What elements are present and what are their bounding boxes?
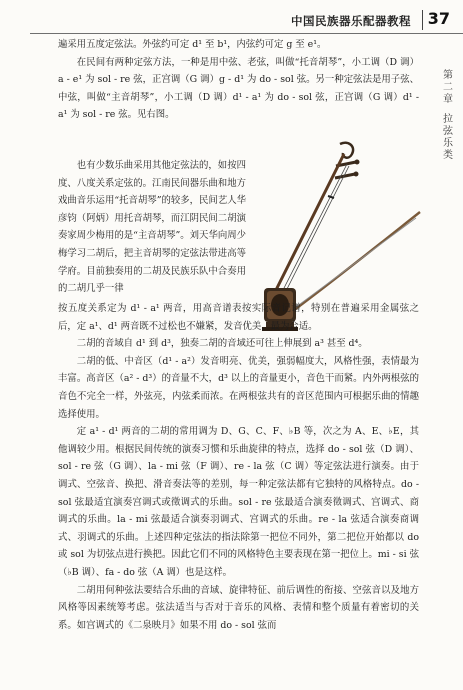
- chapter-char: 章: [443, 94, 453, 105]
- header-separator: [422, 10, 423, 30]
- paragraph-5: 二胡的低、中音区（d¹ - a²）发音明亮、优美，强弱幅度大，风格性强，表情最为丰富。高音区（a² - d³）的音量不大，d³ 以上的音量更小，音色干而紧。内外两根弦的音色不完全一样，外弦亮，内弦柔而浓。在两根弦共有的音区范围内可根据乐曲的情趣选择使用。: [58, 355, 419, 420]
- section-char: 类: [443, 150, 453, 161]
- book-title: 中国民族器乐配器教程: [291, 14, 411, 28]
- section-char: 弦: [443, 126, 453, 137]
- paragraph-2: 在民间有两种定弦方法，一种是用中弦、老弦，叫做“托音胡琴”，小工调（D 调）a - e¹ 为 sol - re 弦，正宫调（G 调）g - d¹ 为 do - sol 弦。另一种定弦法是用子弦、中弦，叫做“主音胡琴”，小工调（D 调）d¹ - a¹ 为 do - sol 弦，正宫调（G 调）d¹ - a¹ 为 sol - re 弦。见右图。: [58, 56, 419, 121]
- paragraph-1: 遍采用五度定弦法。外弦约可定 d¹ 至 b¹，内弦约可定 g 至 e¹。: [58, 39, 327, 50]
- chapter-char: 第: [443, 70, 453, 81]
- page-number: 37: [427, 9, 450, 28]
- section-char: 拉: [443, 114, 453, 125]
- header-rule: [30, 33, 463, 34]
- text-block-top: [58, 36, 419, 124]
- page-header: [0, 0, 463, 40]
- text-block-bottom: [58, 300, 419, 634]
- chapter-side-tab: [433, 70, 463, 162]
- section-char: 乐: [443, 138, 453, 149]
- paragraph-3-continued: 按五度关系定为 d¹ - a¹ 两音，用高音谱表按实际音记谱，特别在普遍采用金属弦之后，定 a¹、d¹ 两音既不过松也不嫌紧，发音优美，最为合适。: [58, 303, 419, 332]
- chapter-char: 二: [443, 82, 453, 93]
- paragraph-6: 定 a¹ - d¹ 两音的二胡的常用调为 D、G、C、F、♭B 等，次之为 A、E、♭E，其他调较少用。根据民间传统的演奏习惯和乐曲旋律的特点，选择 do - sol 弦（D 调）、sol - re 弦（G 调）、la - mi 弦（F 调）、re - la 弦（C 调）等定弦法进行演奏。由于调式、空弦音、换把、滑音奏法等的差别，每一种定弦法都有它独特的风格特点。do - sol 弦最适宜演奏宫调式或徵调式的乐曲。sol - re 弦最适合演奏徵调式、宫调式、商调式的乐曲。la - mi 弦最适合演奏羽调式、宫调式的乐曲。re - la 弦适合演奏商调式、羽调式的乐曲。上述四种定弦法的指法除第一把位不同外，第二把位开始都以 do 或 sol 为切弦点进行换把。因此它们不同的风格特色主要表现在第一把位上。mi - si 弦（♭B 调）、fa - do 弦（A 调）也是这样。: [58, 426, 419, 578]
- wrapped-paragraph: [58, 157, 246, 298]
- paragraph-3-wrapped: 也有少数乐曲采用其他定弦法的，如按四度、八度关系定弦的。江南民间器乐曲和地方戏曲音乐运用“托音胡琴”的较多，民间艺人华彦钧（阿炳）用托音胡琴，而江阴民间二胡演奏家周少梅用的是“主音胡琴”。刘天华向周少梅学习二胡后，把主音胡琴的定弦法带进高等学府。目前独奏用的二胡及民族乐队中合奏用的二胡几乎一律: [58, 160, 246, 295]
- paragraph-4: 二胡的音域自 d¹ 到 d³，独奏二胡的音域还可往上伸展到 a³ 甚至 d⁴。: [76, 338, 368, 350]
- paragraph-7: 二胡用何种弦法要结合乐曲的音域、旋律特征、前后调性的衔接、空弦音以及地方风格等因素统筹考虑。弦法适当与否对于音乐的风格、表情和整个质量有着密切的关系。如宫调式的《二泉映月》如果不用 do - sol 弦而: [58, 584, 419, 631]
